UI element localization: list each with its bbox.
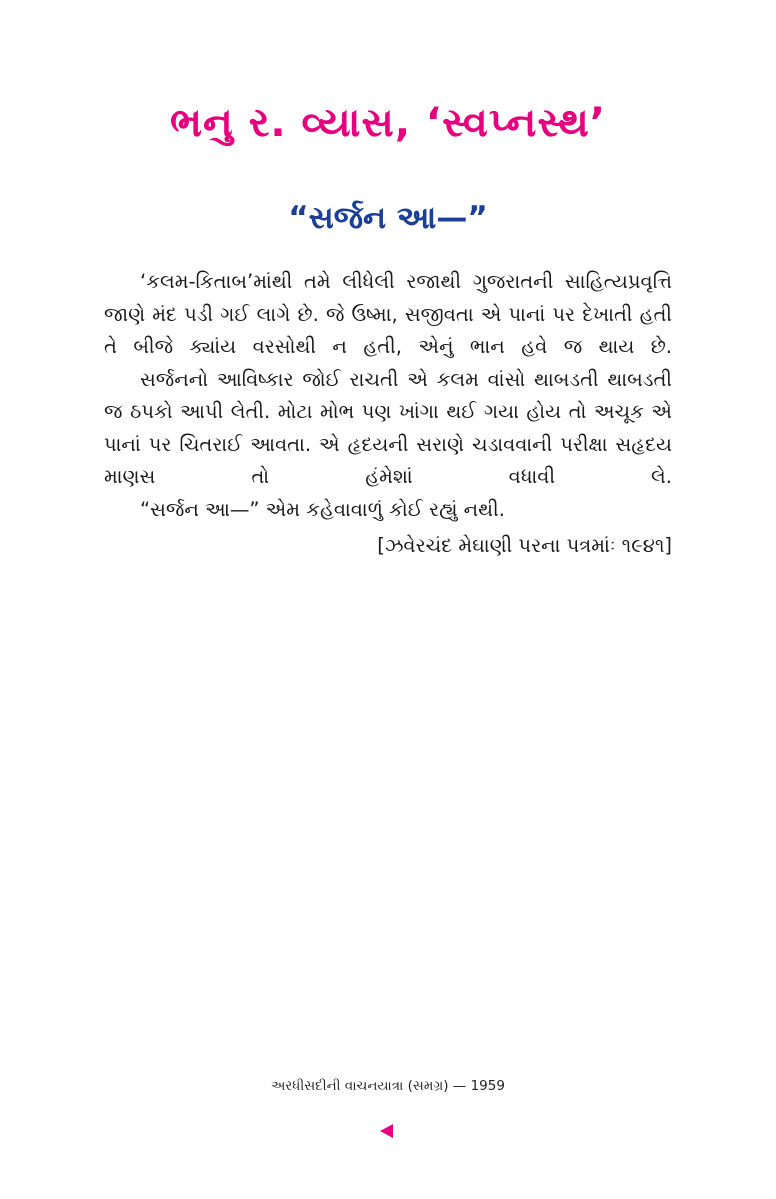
previous-page-arrow-icon[interactable] [380, 1124, 393, 1138]
author-heading: ભનુ ર. વ્યાસ, ‘સ્વપ્નસ્થ’ [169, 100, 607, 146]
paragraph-1: ‘કલમ-કિતાબ’માંથી તમે લીધેલી રજાથી ગુજરાતની સાહિત્યપ્રવૃત્તિ જાણે મંદ પડી ગઈ લાગે છે. જે ઉષ્મા, સજીવતા એ પાનાં પર દેખાતી હતી તે બીજે ક્યાંય વરસોથી ન હતી, એનું ભાન હવે જ થાય છે. [104, 270, 672, 358]
paragraph-3: “સર્જન આ—” એમ કહેવાવાળું કોઈ રહ્યું નથી. [140, 497, 505, 521]
source-citation: [ઝવેરચંદ મેઘાણી પરના પત્રમાંઃ ૧૯૪૧] [377, 534, 672, 557]
article-title: “સર્જન આ—” [288, 200, 488, 236]
footer-book-title: અરધીસદીની વાચનયાત્રા (સમગ્ર) — 1959 [271, 1078, 505, 1094]
article-body [104, 266, 672, 563]
paragraph-2: સર્જનનો આવિષ્કાર જોઈ રાચતી એ કલમ વાંસો થાબડતી થાબડતી જ ઠપકો આપી લેતી. મોટા મોભ પણ ખાંગા થઈ ગયા હોય તો અચૂક એ પાનાં પર ચિતરાઈ આવતા. એ હૃદયની સરાણે ચડાવવાની પરીક્ષા સહૃદય માણસ તો હંમેશાં વધાવી લે. [104, 367, 672, 488]
